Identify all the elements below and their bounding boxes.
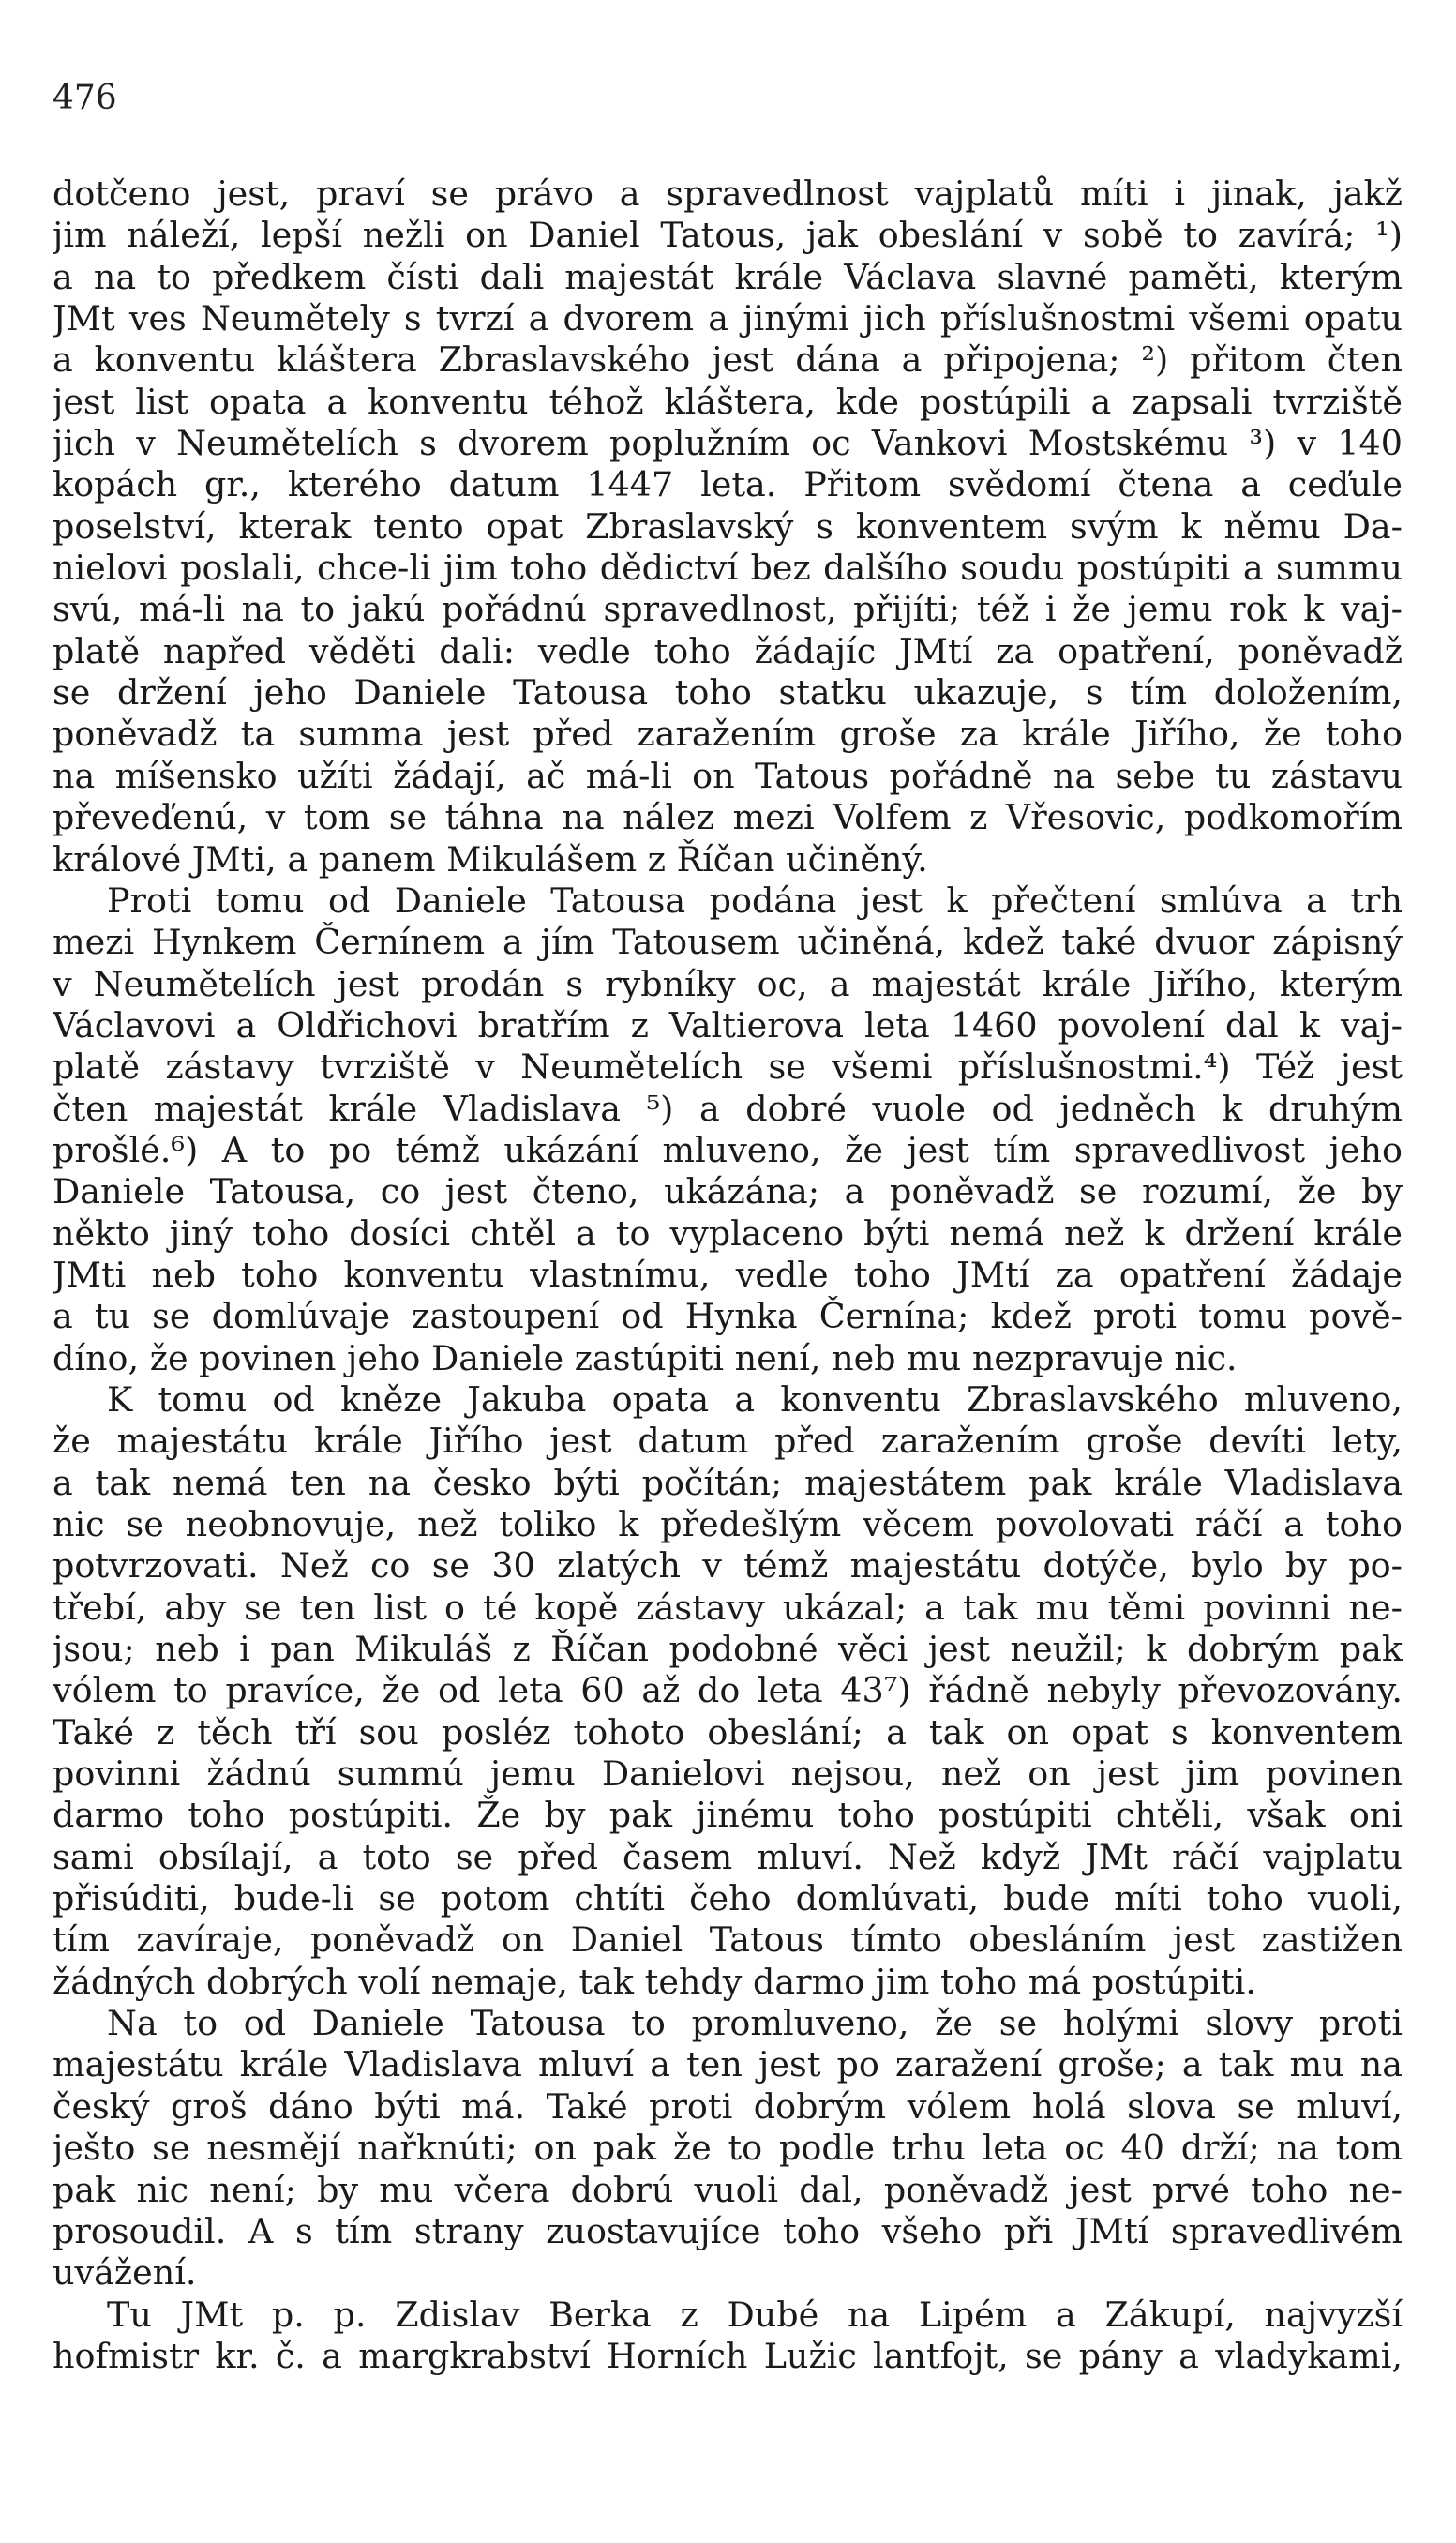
text-line: králové JMti, a panem Mikulášem z Říčan učiněný.	[53, 838, 928, 880]
text-line: někto jiný toho dosíci chtěl a to vyplaceno býti nemá než k držení krále	[53, 1212, 1403, 1254]
text-line: JMti neb toho konventu vlastnímu, vedle toho JMtí za opatření žádaje	[53, 1254, 1403, 1295]
text-line: tím zavíraje, poněvadž on Daniel Tatous tímto obesláním jest zastižen	[53, 1919, 1403, 1961]
text-line: hofmistr kr. č. a margkrabství Horních Lužic lantfojt, se pány a vladykami,	[53, 2335, 1403, 2376]
text-line: se držení jeho Daniele Tatousa toho statku ukazuje, s tím doložením,	[53, 672, 1403, 714]
text-line: mezi Hynkem Černínem a jím Tatousem učiněná, kdež také dvuor zápisný	[53, 922, 1403, 963]
text-line: sami obsílají, a toto se před časem mluví. Než když JMt ráčí vajplatu	[53, 1836, 1403, 1877]
text-line: platě napřed věděti dali: vedle toho žádajíc JMtí za opatření, poněvadž	[53, 630, 1403, 671]
text-line: na míšensko užíti žádají, ač má-li on Tatous pořádně na sebe tu zástavu	[53, 755, 1403, 796]
text-line: JMt ves Neumětely s tvrzí a dvorem a jinými jich příslušnostmi všemi opatu	[53, 298, 1403, 339]
text-line: nielovi poslali, chce-li jim toho dědictví bez dalšího soudu postúpiti a summu	[53, 548, 1403, 589]
text-line: třebí, aby se ten list o té kopě zástavy ukázal; a tak mu těmi povinni ne-	[53, 1587, 1403, 1628]
text-line: Na to od Daniele Tatousa to promluveno, že se holými slovy proti	[107, 2003, 1403, 2044]
text-line: v Neumětelích jest prodán s rybníky oc, a majestát krále Jiřího, kterým	[53, 963, 1403, 1004]
text-line: poselství, kterak tento opat Zbraslavský s konventem svým k němu Da-	[53, 505, 1403, 547]
text-line: majestátu krále Vladislava mluví a ten jest po zaražení groše; a tak mu na	[53, 2044, 1403, 2085]
text-line: uvážení.	[53, 2252, 197, 2294]
text-line: poněvadž ta summa jest před zaražením groše za krále Jiřího, že toho	[53, 714, 1403, 755]
text-line: jich v Neumětelích s dvorem poplužním oc Vankovi Mostskému ³) v 140	[53, 423, 1403, 464]
text-line: jim náleží, lepší nežli on Daniel Tatous, jak obeslání v sobě to zavírá; ¹)	[53, 215, 1403, 256]
text-line: platě zástavy tvrziště v Neumětelích se všemi příslušnostmi.⁴) Též jest	[53, 1046, 1403, 1088]
text-line: svú, má-li na to jakú pořádnú spravedlnost, přijíti; též i že jemu rok k vaj-	[53, 589, 1403, 630]
text-line: a tu se domlúvaje zastoupení od Hynka Černína; kdež proti tomu pově-	[53, 1296, 1403, 1337]
text-line: K tomu od kněze Jakuba opata a konventu Zbraslavského mluveno,	[107, 1378, 1403, 1420]
text-line: jest list opata a konventu téhož kláštera, kde postúpili a zapsali tvrziště	[53, 381, 1403, 422]
text-line: Václavovi a Oldřichovi bratřím z Valtierova leta 1460 povolení dal k vaj-	[53, 1004, 1403, 1046]
text-line: a konventu kláštera Zbraslavského jest dána a připojena; ²) přitom čten	[53, 339, 1403, 381]
text-line: potvrzovati. Než co se 30 zlatých v témž majestátu dotýče, bylo by po-	[53, 1545, 1403, 1587]
text-line: čten majestát krále Vladislava ⁵) a dobré vuole od jedněch k druhým	[53, 1088, 1403, 1129]
text-line: kopách gr., kterého datum 1447 leta. Přitom svědomí čtena a ceďule	[53, 464, 1403, 505]
text-line: prošlé.⁶) A to po témž ukázání mluveno, že jest tím spravedlivost jeho	[53, 1129, 1403, 1170]
text-line: a tak nemá ten na česko býti počítán; majestátem pak krále Vladislava	[53, 1462, 1403, 1503]
body-text	[53, 173, 1403, 2377]
text-line: vólem to pravíce, že od leta 60 až do leta 43⁷) řádně nebyly převozovány.	[53, 1670, 1403, 1711]
text-line: a na to předkem čísti dali majestát krále Václava slavné paměti, kterým	[53, 256, 1403, 297]
text-line: jsou; neb i pan Mikuláš z Říčan podobné věci jest neužil; k dobrým pak	[53, 1629, 1403, 1670]
text-line: povinni žádnú summú jemu Danielovi nejsou, než on jest jim povinen	[53, 1753, 1403, 1795]
text-line: díno, že povinen jeho Daniele zastúpiti není, neb mu nezpravuje nic.	[53, 1337, 1238, 1378]
text-line: přisúditi, bude-li se potom chtíti čeho domlúvati, bude míti toho vuoli,	[53, 1878, 1403, 1919]
text-line: Daniele Tatousa, co jest čteno, ukázána; a poněvadž se rozumí, že by	[53, 1171, 1403, 1212]
text-line: ješto se nesmějí nařknúti; on pak že to podle trhu leta oc 40 drží; na tom	[53, 2128, 1403, 2169]
text-line: Také z těch tří sou posléz tohoto obeslání; a tak on opat s konventem	[53, 1711, 1403, 1753]
text-line: prosoudil. A s tím strany zuostavujíce toho všeho při JMtí spravedlivém	[53, 2210, 1403, 2251]
text-line: darmo toho postúpiti. Že by pak jinému toho postúpiti chtěli, však oni	[53, 1795, 1403, 1836]
page-number: 476	[53, 79, 117, 117]
text-line: žádných dobrých volí nemaje, tak tehdy darmo jim toho má postúpiti.	[53, 1961, 1256, 2002]
text-line: nic se neobnovuje, než toliko k předešlým věcem povolovati ráčí a toho	[53, 1504, 1403, 1544]
text-line: český groš dáno býti má. Také proti dobrým vólem holá slova se mluví,	[53, 2085, 1403, 2127]
text-line: Proti tomu od Daniele Tatousa podána jest k přečtení smlúva a trh	[107, 880, 1403, 921]
text-line: převeďenú, v tom se táhna na nález mezi Volfem z Vřesovic, podkomořím	[53, 797, 1403, 838]
text-line: že majestátu krále Jiřího jest datum před zaražením groše devíti lety,	[53, 1421, 1403, 1462]
text-line: dotčeno jest, praví se právo a spravedlnost vajplatů míti i jinak, jakž	[53, 173, 1403, 214]
text-line: Tu JMt p. p. Zdislav Berka z Dubé na Lipém a Zákupí, najvyzší	[107, 2294, 1403, 2335]
text-line: pak nic není; by mu včera dobrú vuoli dal, poněvadž jest prvé toho ne-	[53, 2169, 1403, 2210]
